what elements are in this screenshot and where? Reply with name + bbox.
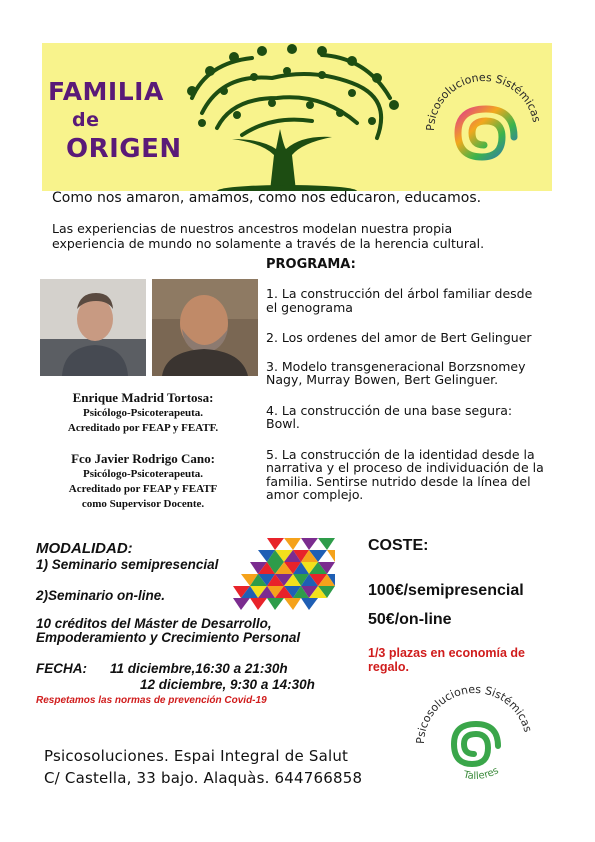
logo-bottom-subtext: Talleres [462, 765, 501, 783]
modalidad-option-1: 1) Seminario semipresencial [36, 557, 219, 572]
fecha-line-1: 11 diciembre,16:30 a 21:30h [110, 661, 288, 676]
plazas-note: 1/3 plazas en economía de regalo. [368, 646, 526, 674]
photo-javier-rodrigo [152, 279, 258, 376]
modalidad-credits: 10 créditos del Máster de Desarrollo, Empoderamiento y Crecimiento Personal [36, 616, 301, 645]
person-name-javier: Fco Javier Rodrigo Cano: [71, 451, 215, 466]
programa-title: PROGRAMA: [266, 257, 356, 272]
programa-item: 4. La construcción de una base segura: Bowl. [266, 402, 513, 431]
psicosoluciones-logo [418, 53, 550, 185]
fecha-label: FECHA: [36, 661, 87, 676]
desc-line: Psicólogo-Psicoterapeuta. [82, 468, 204, 480]
footer-line-1: Psicosoluciones. Espai Integral de Salut [44, 747, 349, 765]
title-de: de [72, 109, 100, 131]
desc-line: Acreditado por FEAP y FEATF [68, 483, 218, 495]
person-name-enrique: Enrique Madrid Tortosa: [72, 390, 214, 405]
programa-item: 1. La construcción del árbol familiar desde el genograma [266, 286, 533, 315]
psicosoluciones-talleres-logo [410, 680, 540, 790]
coste-title: COSTE: [368, 537, 429, 554]
photo-enrique-madrid [40, 279, 146, 376]
programa-item: 2. Los ordenes del amor de Bert Gelinguer [266, 330, 532, 345]
programa-item: 3. Modelo transgeneracional Borzsnomey Nagy, Murray Bowen, Bert Gelinguer. [266, 358, 526, 387]
intro-paragraph: Las experiencias de nuestros ancestros modelan nuestra propia experiencia de mundo no solamente a través de la herencia cultural. [52, 221, 485, 251]
family-tree-illustration [162, 43, 412, 191]
fecha-line-2: 12 diciembre, 9:30 a 14:30h [140, 677, 315, 692]
title-origen: ORIGEN [66, 134, 182, 164]
desc-line: Acreditado por FEAP y FEATF. [67, 422, 219, 434]
price-online: 50€/on-line [368, 611, 452, 628]
covid-note: Respetamos las normas de prevención Covid-19 [36, 695, 267, 706]
footer-line-2: C/ Castella, 33 bajo. Alaquàs. 644766858 [44, 769, 363, 787]
person-desc-enrique [28, 406, 258, 436]
programa-list [266, 287, 546, 519]
logo-text-top: Psicosoluciones Sistémicas [423, 70, 544, 132]
modalidad-option-2: 2)Seminario on-line. [36, 588, 166, 603]
price-semipresencial: 100€/semipresencial [368, 582, 524, 599]
header-banner [42, 43, 552, 191]
person-desc-javier [28, 467, 258, 512]
modalidad-title: MODALIDAD: [36, 540, 133, 557]
programa-item: 5. La construcción de la identidad desde la narrativa y el proceso de individuación de la familia. Sentirse nutrido desde la línea del amor complejo. [266, 446, 544, 502]
title-familia: FAMILIA [48, 77, 164, 106]
desc-line: como Supervisor Docente. [81, 498, 205, 510]
triangle-mosaic-decoration [233, 538, 335, 610]
desc-line: Psicólogo-Psicoterapeuta. [82, 407, 204, 419]
logo-bottom-text: Psicosoluciones Sistémicas [413, 682, 535, 745]
tagline: Como nos amaron, amamos, como nos educaron, educamos. [52, 190, 482, 206]
